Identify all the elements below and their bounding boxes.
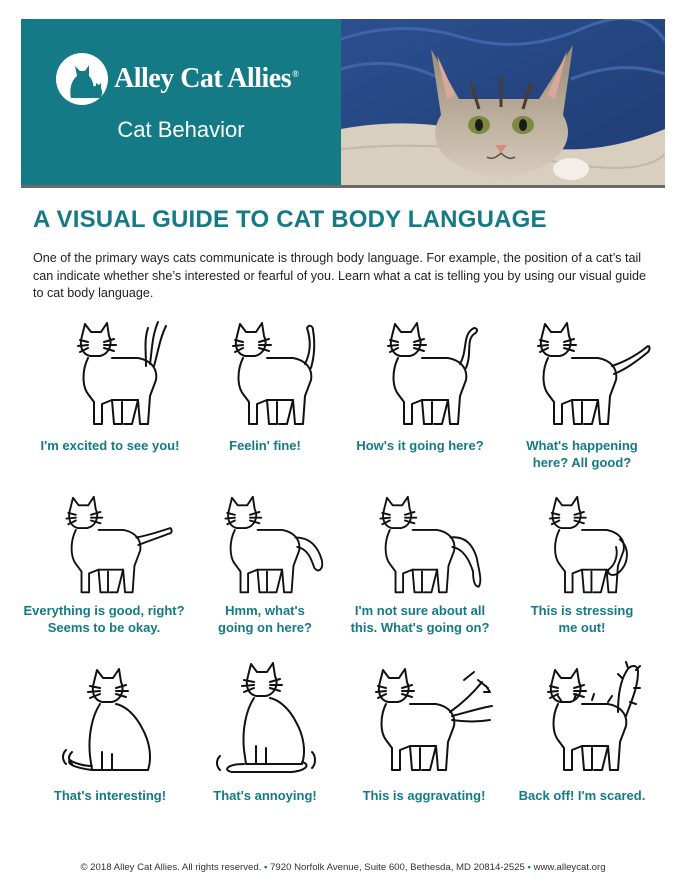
cat-illustration-4 <box>512 320 652 430</box>
cat-caption-1: I'm excited to see you! <box>40 438 180 453</box>
cat-caption-5: Everything is good, right? Seems to be okay. <box>23 603 185 635</box>
cat-illustration-11 <box>350 666 500 776</box>
brand-name: Alley Cat Allies® <box>114 63 299 94</box>
cat-caption-9: That's interesting! <box>53 788 167 803</box>
cat-silhouette-logo-icon <box>55 52 109 106</box>
cat-illustration-1 <box>52 320 168 430</box>
footer-separator: • <box>527 862 531 873</box>
header-divider <box>21 185 665 188</box>
cat-illustration-6 <box>197 494 337 598</box>
cat-caption-6: Hmm, what's going on here? <box>218 603 312 635</box>
header-banner <box>21 19 665 185</box>
footer-copyright: © 2018 Alley Cat Allies. All rights reserved. <box>80 862 262 873</box>
cat-caption-3: How's it going here? <box>356 438 484 453</box>
cat-illustration-3 <box>362 320 478 430</box>
cat-illustration-10 <box>212 660 322 776</box>
cat-illustration-5 <box>38 494 178 598</box>
cat-caption-12: Back off! I'm scared. <box>518 788 646 803</box>
footer <box>0 862 686 873</box>
cat-caption-4: What's happening here? All good? <box>526 438 638 470</box>
page-title: A VISUAL GUIDE TO CAT BODY LANGUAGE <box>33 206 547 233</box>
cat-illustration-12 <box>522 660 642 776</box>
cat-illustration-9 <box>58 666 168 776</box>
cat-illustration-7 <box>352 494 492 598</box>
cat-caption-11: This is aggravating! <box>362 788 486 803</box>
cat-illustration-2 <box>207 320 323 430</box>
header-brand-panel <box>21 19 341 185</box>
footer-separator: • <box>264 862 268 873</box>
cat-caption-2: Feelin' fine! <box>229 438 301 453</box>
cat-caption-10: That's annoying! <box>213 788 317 803</box>
tabby-kitten-photo <box>341 19 665 185</box>
intro-paragraph: One of the primary ways cats communicate is through body language. For example, the position of a cat’s tail can indicate whether she’s interested or fearful of you. Learn what a cat is telling you by using our visual guide to cat body language. <box>33 251 647 300</box>
cat-illustration-8 <box>522 494 642 598</box>
cat-caption-8: This is stressing me out! <box>530 603 634 635</box>
header-subtitle: Cat Behavior <box>117 117 245 142</box>
footer-website-link[interactable]: www.alleycat.org <box>533 862 606 873</box>
cat-caption-7: I'm not sure about all this. What's going on? <box>350 603 490 635</box>
footer-address: 7920 Norfolk Avenue, Suite 600, Bethesda, MD 20814-2525 <box>270 862 525 873</box>
